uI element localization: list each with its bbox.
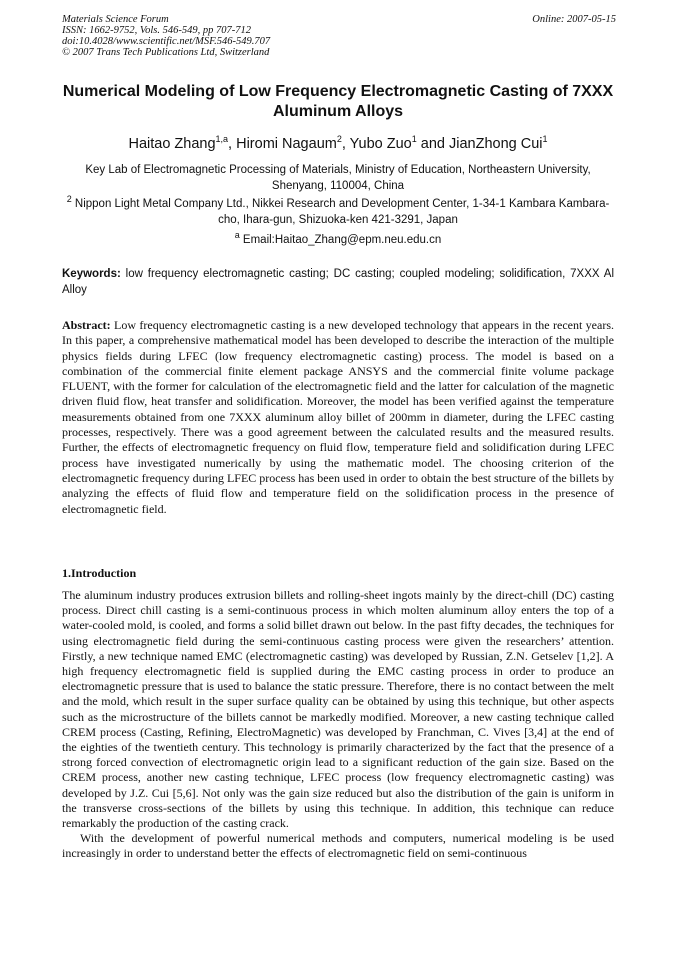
affiliation-mark: 2 xyxy=(66,194,72,205)
section-body xyxy=(62,588,614,862)
issn-line: ISSN: 1662-9752, Vols. 546-549, pp 707-712 xyxy=(62,25,251,36)
affiliation-2-text: Nippon Light Metal Company Ltd., Nikkei Research and Development Center, 1-34-1 Kambara Kambara-cho, Ihara-gun, Shizuoka-ken 421-3291, Japan xyxy=(74,198,610,226)
section-heading: 1.Introduction xyxy=(62,566,137,580)
author-affiliation-mark: 1 xyxy=(411,134,417,145)
keywords xyxy=(62,266,614,298)
journal-header xyxy=(62,14,622,58)
keywords-text: low frequency electromagnetic casting; DC casting; coupled modeling; solidification, 7XXX Al Alloy xyxy=(62,268,614,296)
email-address: Email:Haitao_Zhang@epm.neu.edu.cn xyxy=(242,234,442,246)
online-date: Online: 2007-05-15 xyxy=(532,14,616,25)
paragraph: With the development of powerful numerical methods and computers, numerical modeling is be used increasingly in order to understand better the effects of electromagnetic field on semi-continuous xyxy=(62,831,614,861)
abstract xyxy=(62,318,614,517)
author-name: Hiromi Nagaum xyxy=(236,136,337,152)
email-line xyxy=(62,232,614,248)
email-mark: a xyxy=(234,230,240,241)
author-separator: and xyxy=(416,136,449,152)
author-name: Yubo Zuo xyxy=(349,136,412,152)
author-separator: , xyxy=(228,136,237,152)
author-list xyxy=(62,136,614,152)
author-affiliation-mark: 1,a xyxy=(215,134,229,145)
paragraph: The aluminum industry produces extrusion billets and rolling-sheet ingots mainly by the direct-chill (DC) casting process. Direct chill casting is a semi-continuous process in which molten aluminum alloy enters the top of a water-cooled mold, is cooled, and forms a solid billet drawn out below. In the past fifty decades, the techniques for using electromagnetic field during the semi-continuous casting process were given the researchers’ attention. Firstly, a new technique named EMC (electromagnetic casting) was developed by Russian, Z.N. Getselev [1,2]. A high frequency electromagnetic field is supplied during the EMC casting process in order to produce an electromagnetic pressure that is used to balance the static pressure. Therefore, there is no contact between the melt and the mold, which result in the super surface quality can be obtained by using this technique, but other aspects such as the microstructure of the billets cannot be markedly modified. Moreover, a new casting technique called CREM process (Casting, Refining, ElectroMagnetic) was developed by Franchman, C. Vives [3,4] at the end of the eighties of the twentieth century. This technology is primarily characterized by the fact that the presence of a strong forced convection of electromagnetic origin lead to a significant reduction of the gain size. Based on the CREM process, another new casting technique, LFEC process (low frequency electromagnetic casting) was developed by J.Z. Cui [5,6]. Not only was the gain size reduced but also the distribution of the gain is uniform in the transverse cross-sections of the billets by using this technique. In addition, this technique can reduce remarkably the production of the casting crack. xyxy=(62,588,614,831)
journal-name: Materials Science Forum xyxy=(62,14,169,25)
author-name: JianZhong Cui xyxy=(449,136,543,152)
author-name: Haitao Zhang xyxy=(128,136,216,152)
abstract-label: Abstract: xyxy=(62,318,111,332)
affiliation-1: Key Lab of Electromagnetic Processing of Materials, Ministry of Education, Northeastern University, Shenyang, 110004, China xyxy=(85,164,591,192)
doi-line: doi:10.4028/www.scientific.net/MSF.546-549.707 xyxy=(62,36,271,47)
keywords-label: Keywords: xyxy=(62,268,121,280)
affiliation-2 xyxy=(62,196,614,228)
author-affiliation-mark: 1 xyxy=(542,134,548,145)
author-separator: , xyxy=(341,136,350,152)
copyright-line: © 2007 Trans Tech Publications Ltd, Switzerland xyxy=(62,47,270,58)
abstract-text: Low frequency electromagnetic casting is a new developed technology that appears in the recent years. In this paper, a comprehensive mathematical model has been developed to describe the interaction of the multiple physics fields during LFEC (low frequency electromagnetic casting) process. The model is based on a combination of the commercial finite element package ANSYS and the commercial finite volume package FLUENT, with the former for calculation of the electromagnetic field and the latter for calculation of the magnetic driven fluid flow, heat transfer and solidification. Moreover, the model has been verified against the temperature measurements obtained from one 7XXX aluminum alloy billet of 200mm in diameter, during the LFEC casting processes, respectively. There was a good agreement between the calculated results and the measured results. Further, the effects of electromagnetic frequency on fluid flow, temperature field and solidification during LFEC process have investigated numerically by using the mathematic model. The choosing criterion of the electromagnetic frequency during LFEC process has been used in order to obtain the best structure of the billets by analyzing the effects of fluid flow and temperature field on the solidification process in the presence of electromagnetic field. xyxy=(62,318,615,516)
paper-title: Numerical Modeling of Low Frequency Electromagnetic Casting of 7XXX Aluminum Alloys xyxy=(62,83,614,120)
author-affiliation-mark: 2 xyxy=(336,134,342,145)
